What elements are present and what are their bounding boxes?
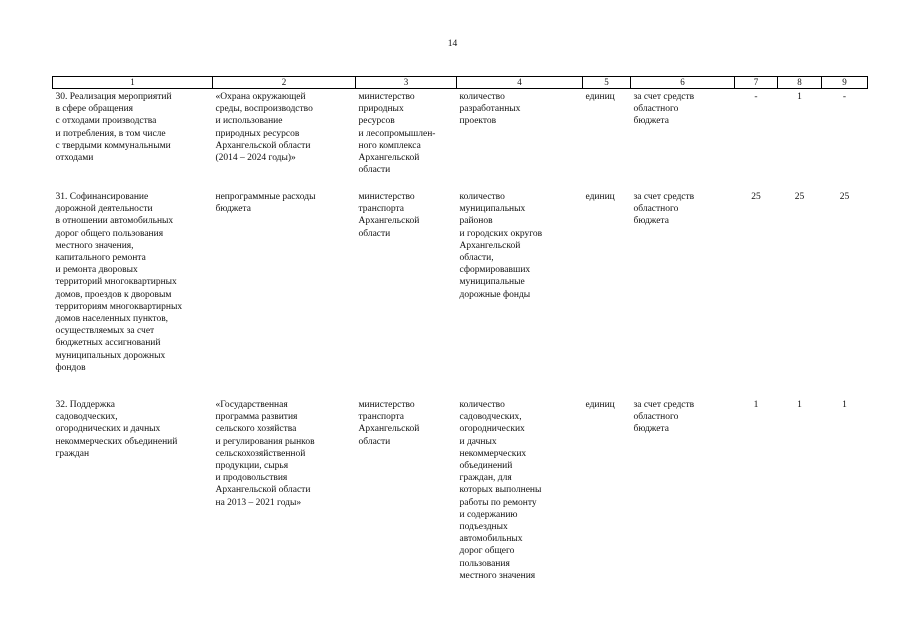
- header-col-9: 9: [822, 77, 868, 89]
- program-cell: «Государственная программа развития сельского хозяйства и регулирования рынков сельскохозяйственной продукции, сырья и продовольствия Архангельской области на 2013 – 2021 годы»: [215, 400, 315, 508]
- indicator-cell: количество муниципальных районов и городских округов Архангельской области, сформировавших муниципальные дорожные фонды: [459, 192, 543, 300]
- value-col-9: 1: [842, 400, 847, 410]
- event-cell: 30. Реализация мероприятий в сфере обращения с отходами производства и потребления, в том числе с твердыми коммунальными отходами: [55, 92, 172, 164]
- page-number: 14: [447, 39, 458, 49]
- unit-cell: единиц: [585, 192, 615, 202]
- table-header-row: [53, 77, 868, 89]
- executor-cell: министерство природных ресурсов и лесопромышлен- ного комплекса Архангельской области: [358, 92, 436, 176]
- value-col-7: 1: [753, 400, 759, 410]
- executor-cell: министерство транспорта Архангельской области: [358, 400, 420, 447]
- indicator-cell: количество разработанных проектов: [459, 92, 521, 127]
- value-col-9: -: [842, 92, 847, 102]
- indicator-cell: количество садоводческих, огороднических и дачных некоммерческих объединений граждан, для которых выполнены работы по ремонту и содержанию подъездных автомобильных дорог общего пользования местного значения: [459, 400, 542, 581]
- source-cell: за счет средств областного бюджета: [633, 92, 695, 127]
- program-cell: «Охрана окружающей среды, воспроизводство и использование природных ресурсов Архангельской области (2014 – 2024 годы)»: [215, 92, 313, 164]
- value-col-8: 1: [797, 92, 802, 102]
- event-cell: 31. Софинансирование дорожной деятельности в отношении автомобильных дорог общего пользования местного значения, капитального ремонта и ремонта дворовых территорий многоквартирных домов, проездов к дворовым территориям многоквартирных домов населенных пунктов, осуществляемых за счет бюджетных ассигнований муниципальных дорожных фондов: [55, 192, 183, 373]
- header-col-1: 1: [53, 77, 213, 89]
- event-cell: 32. Поддержка садоводческих, огороднических и дачных некоммерческих объединений граждан: [55, 400, 178, 459]
- header-col-8: 8: [778, 77, 822, 89]
- value-col-9: 25: [839, 192, 850, 202]
- header-col-6: 6: [631, 77, 735, 89]
- table-row: [53, 189, 868, 397]
- header-col-7: 7: [735, 77, 778, 89]
- executor-cell: министерство транспорта Архангельской области: [358, 192, 420, 239]
- unit-cell: единиц: [585, 400, 615, 410]
- header-col-4: 4: [457, 77, 583, 89]
- source-cell: за счет средств областного бюджета: [633, 400, 695, 435]
- table-row: [53, 89, 868, 190]
- source-cell: за счет средств областного бюджета: [633, 192, 695, 227]
- value-col-7: 25: [751, 192, 761, 202]
- program-cell: непрограммные расходы бюджета: [215, 192, 316, 215]
- value-col-8: 25: [794, 192, 805, 202]
- header-col-3: 3: [356, 77, 457, 89]
- table-row: [53, 397, 868, 604]
- value-col-7: -: [754, 92, 758, 102]
- unit-cell: единиц: [585, 92, 615, 102]
- value-col-8: 1: [797, 400, 802, 410]
- header-col-5: 5: [583, 77, 631, 89]
- events-table: [52, 76, 868, 604]
- header-col-2: 2: [213, 77, 356, 89]
